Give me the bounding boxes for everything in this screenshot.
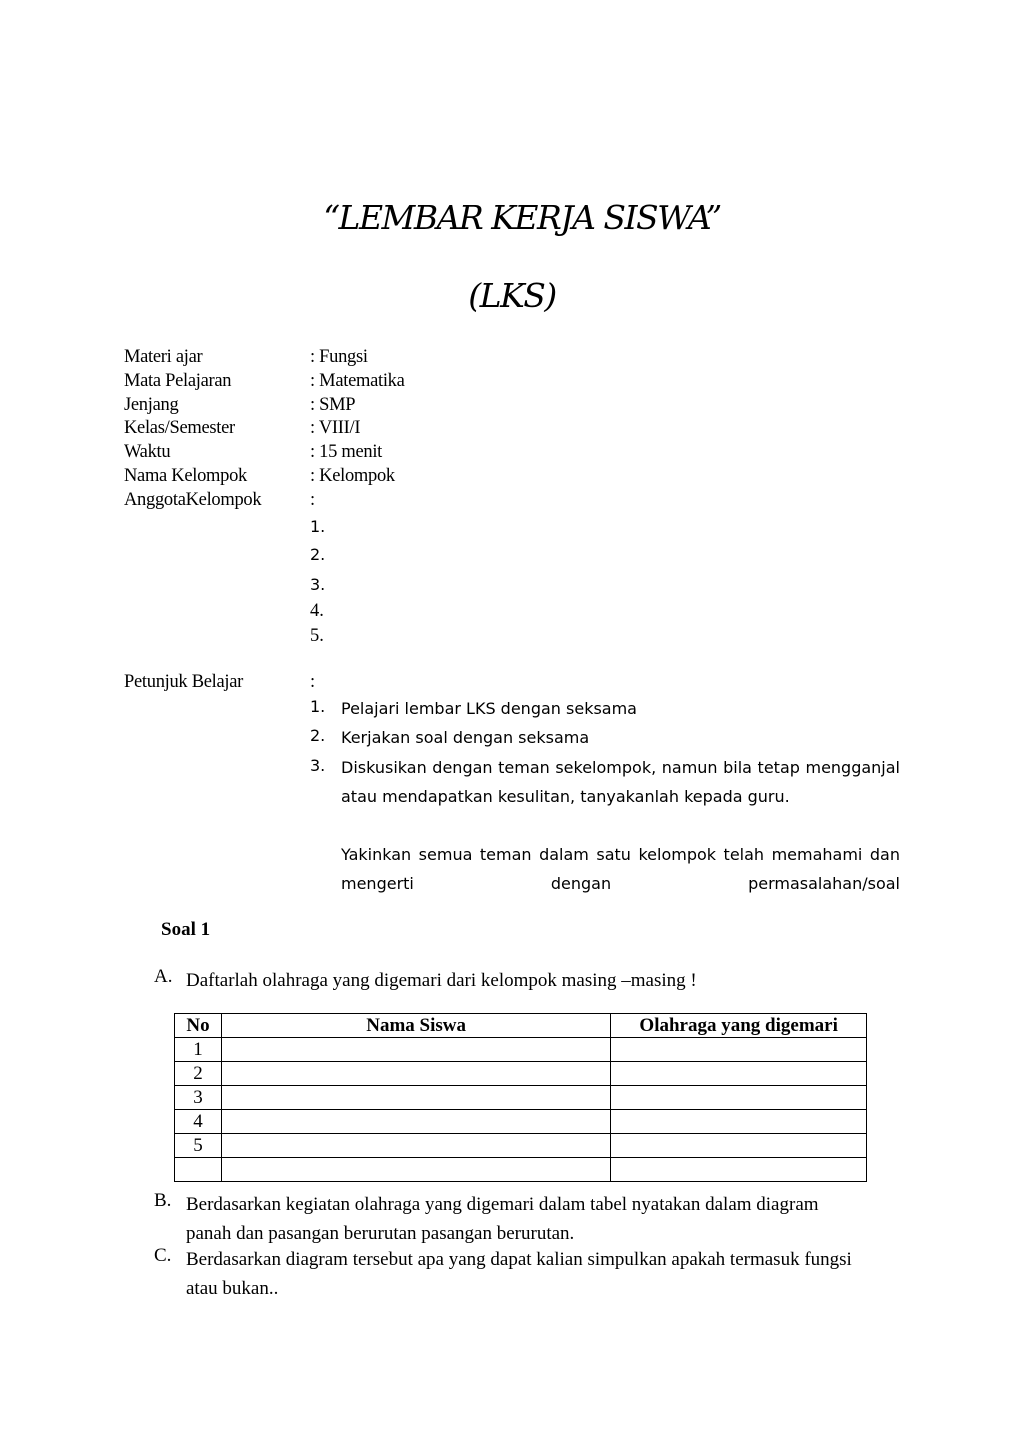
item-c-letter: C. xyxy=(154,1245,172,1266)
table-cell-sport[interactable] xyxy=(611,1134,867,1158)
table-header-name: Nama Siswa xyxy=(221,1014,610,1038)
student-sport-table xyxy=(174,1013,867,1182)
worksheet-subtitle: (LKS) xyxy=(468,276,556,315)
table-cell-sport[interactable] xyxy=(611,1038,867,1062)
instructions-label: Petunjuk Belajar xyxy=(124,672,244,692)
info-label: Nama Kelompok xyxy=(124,466,247,486)
info-value: : xyxy=(310,490,315,510)
info-label: Materi ajar xyxy=(124,347,203,367)
table-cell-name[interactable] xyxy=(221,1110,610,1134)
table-row xyxy=(175,1110,867,1134)
info-value: : Fungsi xyxy=(310,347,368,367)
info-label: Mata Pelajaran xyxy=(124,371,232,391)
table-cell-name[interactable] xyxy=(221,1062,610,1086)
member-number: 4. xyxy=(310,601,324,621)
info-label: Kelas/Semester xyxy=(124,418,235,438)
item-c-text: Berdasarkan diagram tersebut apa yang dapat kalian simpulkan apakah termasuk fungsi atau bukan.. xyxy=(186,1249,852,1299)
info-label: AnggotaKelompok xyxy=(124,490,262,510)
info-value: : Matematika xyxy=(310,371,405,391)
table-cell-no: 5 xyxy=(175,1134,222,1158)
worksheet-title: “LEMBAR KERJA SISWA” xyxy=(323,198,721,237)
member-number: 2. xyxy=(310,545,326,564)
table-cell-name[interactable] xyxy=(221,1158,610,1182)
info-value: : 15 menit xyxy=(310,442,383,462)
table-cell-no: 2 xyxy=(175,1062,222,1086)
table-cell-sport[interactable] xyxy=(611,1062,867,1086)
instruction-text: Kerjakan soal dengan seksama xyxy=(341,728,590,747)
table-cell-sport[interactable] xyxy=(611,1110,867,1134)
info-label: Jenjang xyxy=(124,395,179,415)
table-cell-no: 4 xyxy=(175,1110,222,1134)
instruction-number: 3. xyxy=(310,756,326,775)
info-value: : SMP xyxy=(310,395,356,415)
instruction-text: Diskusikan dengan teman sekelompok, namun bila tetap mengganjal atau mendapatkan kesulitan, tanyakanlah kepada guru. xyxy=(341,758,900,806)
info-value: : Kelompok xyxy=(310,466,395,486)
table-cell-name[interactable] xyxy=(221,1134,610,1158)
table-row xyxy=(175,1086,867,1110)
table-row xyxy=(175,1038,867,1062)
table-cell-no xyxy=(175,1158,222,1182)
item-b-text: Berdasarkan kegiatan olahraga yang digemari dalam tabel nyatakan dalam diagram panah dan pasangan berurutan pasangan berurutan. xyxy=(186,1194,819,1244)
member-number: 1. xyxy=(310,517,326,536)
info-label: Waktu xyxy=(124,442,171,462)
table-row xyxy=(175,1062,867,1086)
table-cell-name[interactable] xyxy=(221,1038,610,1062)
item-a-text: Daftarlah olahraga yang digemari dari kelompok masing –masing ! xyxy=(186,970,697,991)
table-cell-sport[interactable] xyxy=(611,1158,867,1182)
instruction-number: 1. xyxy=(310,697,326,716)
member-number: 3. xyxy=(310,575,326,594)
item-a-letter: A. xyxy=(154,966,173,987)
member-number: 5. xyxy=(310,626,324,646)
table-cell-name[interactable] xyxy=(221,1086,610,1110)
table-row xyxy=(175,1158,867,1182)
table-cell-no: 3 xyxy=(175,1086,222,1110)
table-header-no: No xyxy=(175,1014,222,1038)
instruction-number: 2. xyxy=(310,726,326,745)
info-value: : VIII/I xyxy=(310,418,361,438)
table-cell-no: 1 xyxy=(175,1038,222,1062)
item-b-letter: B. xyxy=(154,1190,172,1211)
instruction-extra-text: Yakinkan semua teman dalam satu kelompok telah memahami dan mengerti dengan permasalahan/soal xyxy=(341,845,900,893)
table-header-sport: Olahraga yang digemari xyxy=(611,1014,867,1038)
instructions-colon: : xyxy=(310,672,315,692)
table-header-row xyxy=(175,1014,867,1038)
soal-title: Soal 1 xyxy=(161,919,211,940)
table-row xyxy=(175,1134,867,1158)
instruction-text: Pelajari lembar LKS dengan seksama xyxy=(341,699,637,718)
table-cell-sport[interactable] xyxy=(611,1086,867,1110)
